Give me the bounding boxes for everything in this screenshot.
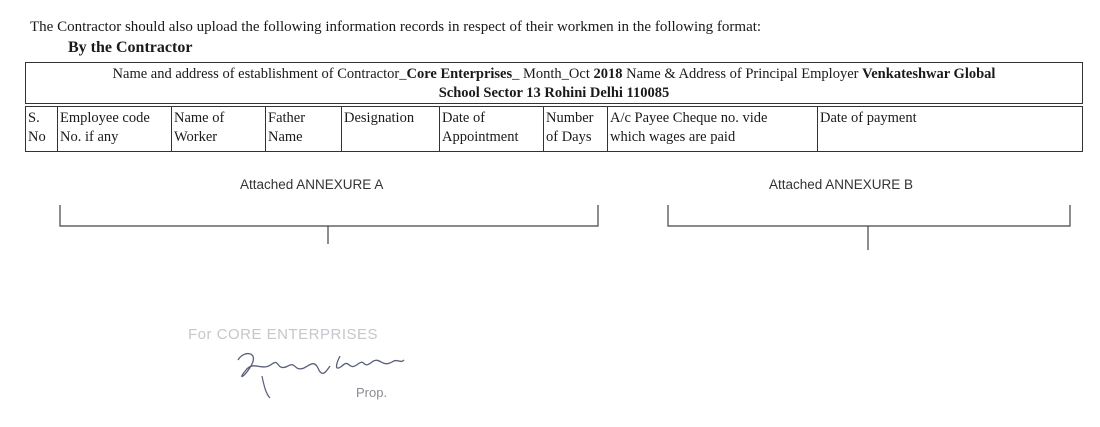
col-cheque-no: A/c Payee Cheque no. vide which wages are paid (608, 107, 818, 152)
col-designation: Designation (342, 107, 440, 152)
annexure-a-label: Attached ANNEXURE A (240, 177, 384, 192)
brace-annexure-b (668, 205, 1070, 250)
brace-annexure-a (60, 205, 598, 244)
by-contractor-heading: By the Contractor (68, 39, 193, 56)
col-employee-code: Employee code No. if any (58, 107, 172, 152)
col-date-appointment: Date of Appointment (440, 107, 544, 152)
principal-name-line1: Venkateshwar Global (862, 66, 996, 82)
signature-underline (262, 376, 270, 398)
principal-name-line2: School Sector 13 Rohini Delhi 110085 (438, 85, 670, 101)
contractor-name: Core Enterprises (406, 66, 513, 82)
col-father-name: Father Name (266, 107, 342, 152)
col-date-payment: Date of payment (818, 107, 1083, 152)
year: 2018 (593, 66, 623, 82)
principal-label: Name & Address of Principal Employer (622, 66, 863, 82)
col-number-days: Number of Days (544, 107, 608, 152)
signature-mark (238, 354, 404, 377)
stamp-company-name: For CORE ENTERPRISES (188, 326, 379, 343)
header-prefix: Name and address of establishment of Contractor_ (112, 66, 407, 82)
stamp-title: Prop. (356, 385, 388, 400)
annexure-b-label: Attached ANNEXURE B (769, 177, 914, 192)
col-worker-name: Name of Worker (172, 107, 266, 152)
month-label: _ Month_Oct (512, 66, 594, 82)
col-sno: S. No (26, 107, 58, 152)
intro-text: The Contractor should also upload the following information records in respect of their workmen in the following format: (30, 19, 762, 35)
